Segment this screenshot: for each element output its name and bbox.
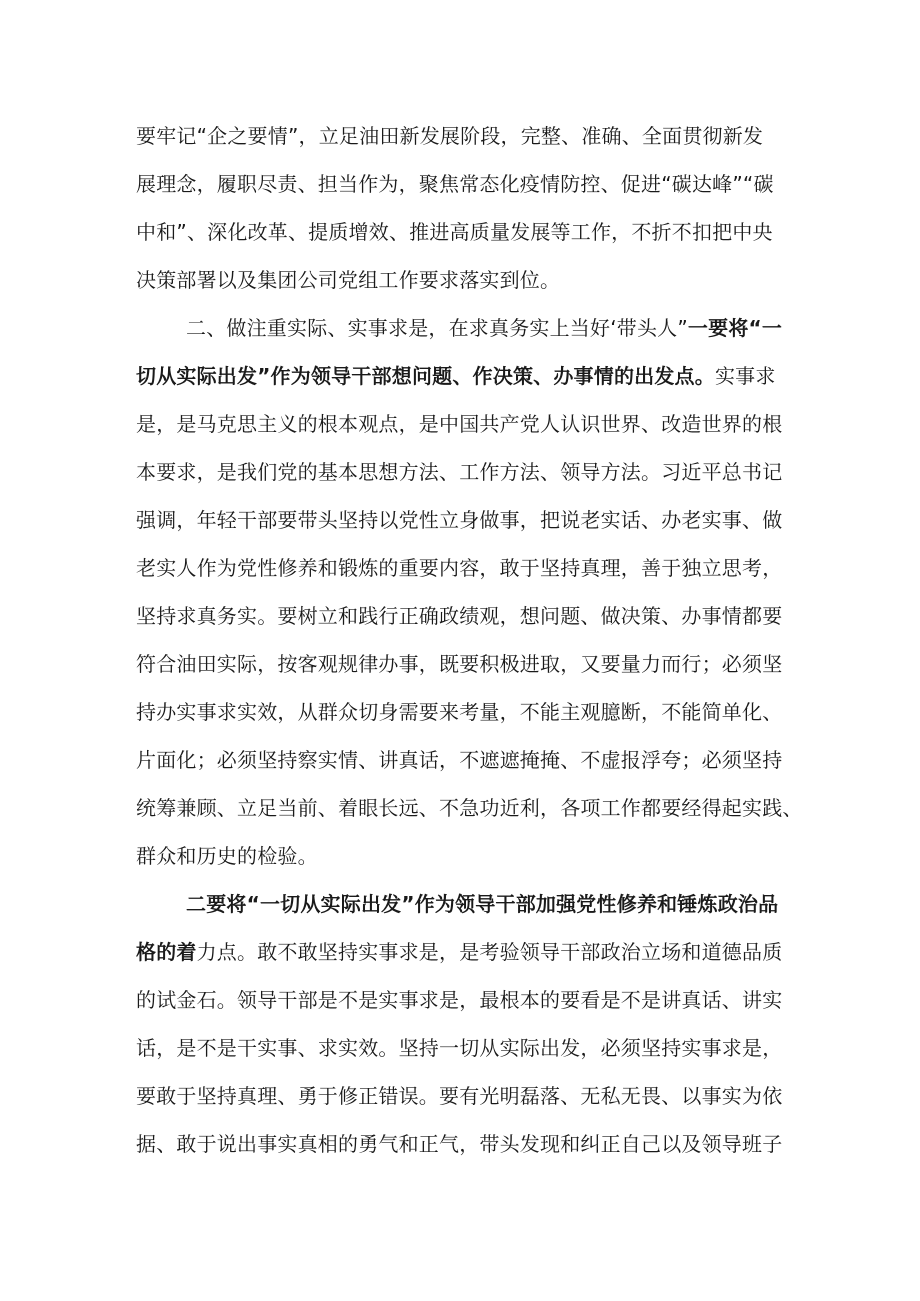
section-2-heading-line	[136, 304, 796, 352]
section-2-body-line: 持办实事求实效，从群众切身需要来考量，不能主观臆断，不能简单化、	[136, 700, 783, 724]
section-2-body-line: 是，是马克思主义的根本观点，是中国共产党人认识世界、改造世界的根	[136, 412, 783, 436]
paragraph-1-line-1: 要牢记“企之要情”，立足油田新发展阶段，完整、准确、全面贯彻新发	[136, 124, 764, 148]
section-3-body-line: 据、敢于说出事实真相的勇气和正气，带头发现和纠正自己以及领导班子	[136, 1132, 783, 1156]
section-2-bold-cont: 切从实际出发”作为领导干部想问题、作决策、办事情的出发点。	[136, 364, 715, 388]
section-3-body-line: 要敢于坚持真理、勇于修正错误。要有光明磊落、无私无畏、以事实为依	[136, 1084, 783, 1108]
section-2-bold-lead: 一要将“一	[687, 316, 783, 340]
section-3-text-cont: 力点。敢不敢坚持实事求是，是考验领导干部政治立场和道德品质	[196, 940, 783, 964]
section-3-bold-cont: 格的着	[136, 940, 197, 964]
section-2-body-line: 老实人作为党性修养和锻炼的重要内容，敢于坚持真理，善于独立思考，	[136, 556, 783, 580]
section-2-text-cont: 实事求	[714, 364, 776, 388]
section-3-body-line: 的试金石。领导干部是不是实事求是，最根本的要看是不是讲真话、讲实	[136, 988, 783, 1012]
section-2-heading-text: 二、做注重实际、实事求是，在求真务实上当好‘带头人”	[186, 316, 688, 340]
section-2-line-2	[136, 352, 796, 400]
section-2-body-line: 坚持求真务实。要树立和践行正确政绩观，想问题、做决策、办事情都要	[136, 604, 783, 628]
section-3-heading-line	[136, 880, 796, 928]
section-2-body-line: 群众和历史的检验。	[136, 844, 318, 868]
section-2-body-line: 符合油田实际，按客观规律办事，既要积极进取，又要量力而行；必须坚	[136, 652, 783, 676]
section-2-body-line: 片面化；必须坚持察实情、讲真话，不遮遮掩掩、不虚报浮夸；必须坚持	[136, 748, 783, 772]
paragraph-1-line-4: 决策部署以及集团公司党组工作要求落实到位。	[136, 268, 561, 292]
section-3-bold-lead: 二要将“一切从实际出发”作为领导干部加强党性修养和锤炼政治品	[186, 892, 779, 916]
section-3-body-line: 话，是不是干实事、求实效。坚持一切从实际出发，必须坚持实事求是，	[136, 1036, 783, 1060]
section-2-body-line: 强调，年轻干部要带头坚持以党性立身做事，把说老实话、办老实事、做	[136, 508, 783, 532]
section-3-line-2	[136, 928, 796, 976]
paragraph-1-line-3: 中和”、深化改革、提质增效、推进高质量发展等工作，不折不扣把中央	[136, 220, 773, 244]
section-2-body-line: 本要求，是我们党的基本思想方法、工作方法、领导方法。习近平总书记	[136, 460, 783, 484]
section-2-body-line: 统筹兼顾、立足当前、着眼长远、不急功近利，各项工作都要经得起实践、	[136, 796, 803, 820]
document-body	[136, 112, 803, 1168]
paragraph-1-line-2: 展理念，履职尽责、担当作为，聚焦常态化疫情防控、促进“碳达峰”“碳	[136, 172, 774, 196]
